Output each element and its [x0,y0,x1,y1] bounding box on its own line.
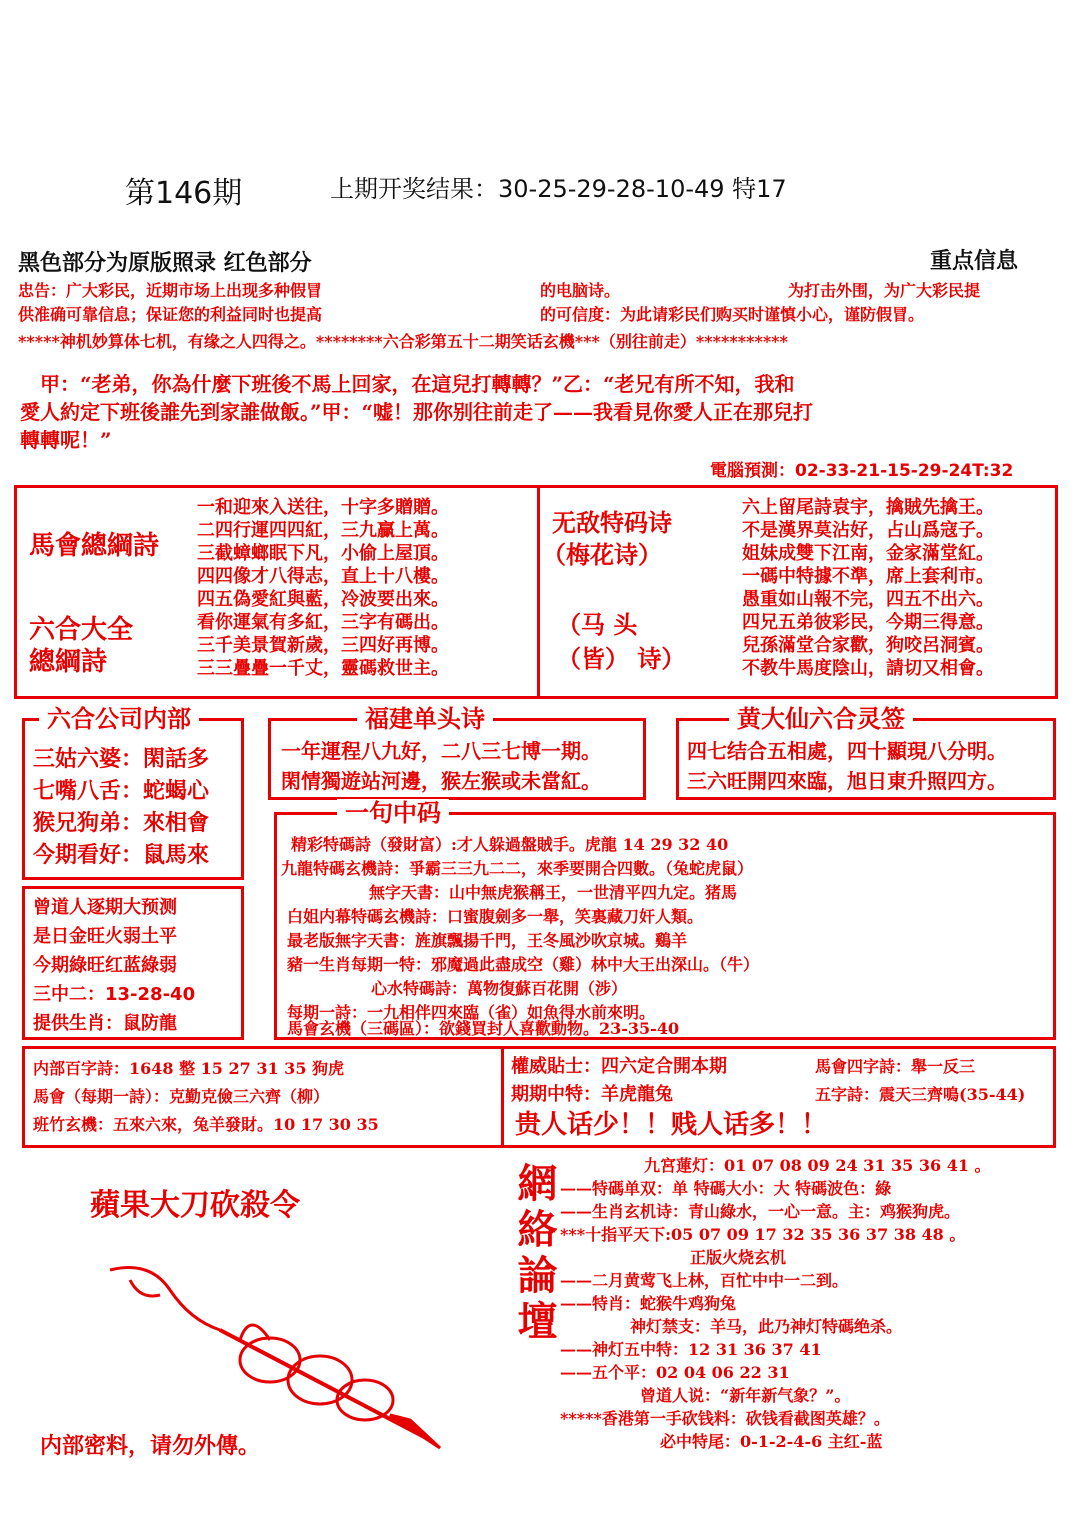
prophet-lines [33,893,195,1038]
notice-title: 黑色部分为原版照录 红色部分 [18,251,312,276]
poem-right-lines [742,496,994,680]
forum-line: 曾道人说：“新年新气象？”。 [640,1386,851,1405]
poem-right-line: 一碼中特據不準，席上套利市。 [742,566,994,587]
company-lines [33,743,209,871]
yiju-line: 無字天書：山中無虎猴稱王，一世清平四九定。猪馬 [369,883,738,902]
yiju-line: 每期一詩：一九相伴四來臨（雀）如魚得水前來明。 [287,1003,656,1022]
huang-title: 黄大仙六合灵签 [729,705,913,733]
poem-label-3a: 无敌特码诗 [552,508,672,537]
prophet-line: 曾道人逐期大预测 [33,897,177,918]
company-box [22,704,244,880]
inner-tip-1: 權威貼士：四六定合開本期 [511,1056,727,1077]
yiju-title: 一句中码 [337,799,449,827]
poem-left-line: 三截蟑螂眠下凡，小偷上屋頂。 [197,543,449,564]
forum-title-box [512,1162,556,1362]
company-line: 猴兄狗弟：來相會 [33,810,210,836]
notice-line-3: *****神机妙算体七机，有缘之人四得之。********六合彩第五十二期笑话玄機***（别往前走）*********** [18,332,788,351]
forum-vertical-title: 網絡論壇 [511,1162,558,1346]
inner-tip-4: 五字詩：震天三齊鳴(35-44) [815,1085,1026,1104]
yiju-line: 九龍特碼玄機詩：爭霸三三九二二，來季要開合四數。（兔蛇虎鼠） [281,859,754,878]
forum-line: ——特肖：蛇猴牛鸡狗兔 [560,1294,737,1313]
huang-line-2: 三六旺開四來臨，旭日東升照四方。 [687,769,1007,793]
yiju-line: 最老版無字天書：旌旗飄揚千門，王冬風沙吹京城。鷄羊 [287,931,688,950]
poem-label-4: （马 头 （皆） 诗） [557,610,686,673]
apple-title: 蘋果大刀砍殺令 [90,1188,300,1223]
poem-left-line: 二四行運四四紅，三九贏上萬。 [197,520,449,541]
prophet-line: 三中二：13-28-40 [33,984,196,1005]
inner-line: 馬會（每期一詩）：克勤克儉三六齊（柳） [33,1087,330,1106]
notice-line-2b: 的可信度：为此请彩民们购买时谨慎小心，谨防假冒。 [540,305,925,324]
forum-line: 必中特尾：0-1-2-4-6 主红-蓝 [660,1432,883,1451]
joke-line-1: 甲：“老弟，你為什麼下班後不馬上回家，在這兒打轉轉？”乙：“老兄有所不知，我和 [40,372,795,396]
apple-footer: 内部密料，请勿外傳。 [40,1433,261,1459]
poem-right-line: 兒孫滿堂合家歡，狗咬呂洞賓。 [742,635,994,656]
forum-line: ——特碼单双：单 特碼大小：大 特碼波色：綠 [560,1179,892,1198]
yiju-line: 馬會玄機（三碼區）：欲錢買封人喜歡動物。23-35-40 [287,1019,680,1038]
poem-right-line: 姐妹成雙下江南，金家滿堂紅。 [742,543,994,564]
company-title: 六合公司内部 [39,705,199,733]
joke-line-2: 愛人約定下班後誰先到家誰做飯。”甲：“嘘！那你别往前走了——我看見你愛人正在那兒打 [20,400,814,424]
poem-label-2b: 總綱詩 [29,647,108,677]
forum-line: *****香港第一手砍钱料：砍钱看截图英雄？。 [560,1409,890,1428]
forum-line: ——五个平：02 04 06 22 31 [560,1363,790,1382]
dagger-tassel [110,1268,220,1331]
notice-line-1a: 忠告：广大彩民，近期市场上出现多种假冒 [18,281,323,300]
fujian-line-1: 一年運程八九好，二八三七博一期。 [281,739,601,763]
poem-right-line: 六上留尾詩袁宇，擒賊先擒王。 [742,497,994,518]
inner-line: 班竹玄機：五來六來，兔羊發財。10 17 30 35 [33,1115,379,1134]
inner-slogan: 贵人话少！！贱人话多！！ [515,1110,828,1140]
inner-box [22,1046,1056,1148]
company-line: 七嘴八舌：蛇蝎心 [33,778,210,804]
poem-left-line: 三三疊疊一千丈，靈碼救世主。 [197,658,449,679]
notice-line-1b: 的电脑诗。 [540,281,621,300]
inner-tip-3: 馬會四字詩：舉一反三 [815,1057,976,1076]
prophet-line: 提供生肖：鼠防龍 [33,1013,177,1034]
dagger-illustration [90,1250,450,1450]
poem-left-line: 看你運氣有多紅，三字有碼出。 [197,612,449,633]
poem-box [14,485,1058,699]
poem-left-line: 四四像才八得志，直上十八樓。 [197,566,449,587]
yiju-box [274,798,1056,1040]
poem-label-1: 馬會總綱詩 [29,531,160,561]
notice-line-1c: 为打击外围，为广大彩民提 [788,281,981,300]
yiju-line: 心水特碼詩：萬物復蘇百花開（涉） [371,979,628,998]
forum-lines [560,1154,991,1453]
forum-line: ——神灯五中特：12 31 36 37 41 [560,1340,822,1359]
poem-divider [537,488,540,696]
joke-line-3: 轉轉呢！” [20,428,112,452]
poem-left-line: 一和迎來入送往，十字多贈贈。 [197,497,449,518]
poem-right-line: 不教牛馬度陰山，請切又相會。 [742,658,994,679]
inner-tip-2: 期期中特：羊虎龍兔 [511,1084,673,1105]
company-line: 今期看好：鼠馬來 [33,842,210,868]
forum-line: 正版火烧玄机 [690,1248,787,1267]
poem-right-line: 不是漢界莫沾好，占山爲寇子。 [742,520,994,541]
notice-line-2a: 供准确可靠信息；保证您的利益同时也提高 [18,305,323,324]
poem-left-lines [197,496,449,680]
apple-panel [30,1170,470,1490]
issue-number: 第146期 [125,176,243,211]
forum-line: 九宮蓮灯：01 07 08 09 24 31 35 36 41 。 [644,1156,991,1175]
huang-box [676,704,1056,800]
yiju-line: 豬一生肖每期一特：邪魔過此盡成空（雞）林中大王出深山。（牛） [287,955,760,974]
huang-line-1: 四七结合五相處，四十顯現八分明。 [687,739,1007,763]
prophet-box [22,886,244,1040]
poem-left-line: 三千美景賀新歲，三四好再博。 [197,635,449,656]
notice-title-right: 重点信息 [930,249,1019,274]
inner-divider [501,1049,504,1145]
company-line: 三姑六婆：閑話多 [33,746,210,772]
prophet-line: 是日金旺火弱土平 [33,926,177,947]
yiju-line: 精彩特碼詩（發財富）:才人躲過盤賊手。虎龍 14 29 32 40 [291,835,729,854]
prophet-line: 今期綠旺红蓝綠弱 [33,955,177,976]
poem-left-line: 四五偽愛紅與藍，冷波要出來。 [197,589,449,610]
fujian-title: 福建单头诗 [357,705,493,733]
forum-line: ——生肖玄机诗：青山綠水，一心一意。主：鸡猴狗虎。 [560,1202,961,1221]
forum-line: ——二月黄莺飞上林，百忙中中一二到。 [560,1271,849,1290]
yiju-line: 白姐内幕特碼玄機詩：口蜜腹劍多一舉，笑裏藏刀奸人類。 [287,907,704,926]
computer-forecast: 電腦預測：02-33-21-15-29-24T:32 [710,461,1014,481]
last-result: 上期开奖结果：30-25-29-28-10-49 特17 [330,175,787,203]
poem-right-line: 四兄五弟彼彩民，今期三得意。 [742,612,994,633]
poem-label-3b: （梅花诗） [542,540,662,569]
poem-right-line: 愚重如山報不完，四五不出六。 [742,589,994,610]
fujian-line-2: 閑情獨遊站河邊，猴左猴或未當紅。 [281,769,601,793]
fujian-box [268,704,646,800]
forum-line: 神灯禁支：羊马，此乃神灯特碼绝杀。 [630,1317,903,1336]
poem-label-2a: 六合大全 [29,615,134,645]
inner-line: 内部百字詩：1648 整 15 27 31 35 狗虎 [33,1059,345,1078]
forum-line: ***十指平天下:05 07 09 17 32 35 36 37 38 48 。 [560,1225,966,1244]
